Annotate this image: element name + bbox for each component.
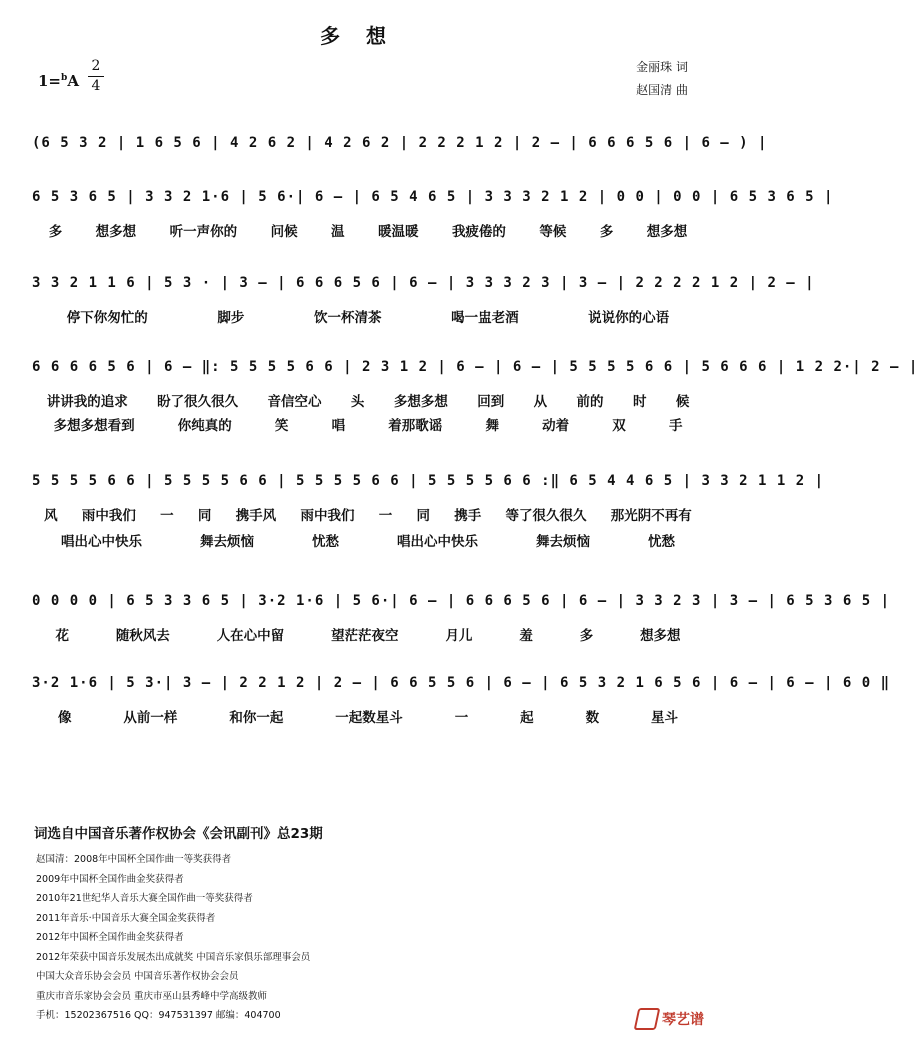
score-row xyxy=(32,590,891,660)
logo-icon xyxy=(634,1008,661,1030)
lyric-word: 舞去烦恼 xyxy=(536,534,590,550)
lyric-word: 从 xyxy=(533,394,548,410)
lyric-word: 多想多想 xyxy=(393,394,448,410)
bio-line: 中国大众音乐协会会员 中国音乐著作权协会会员 xyxy=(36,971,239,982)
lyric-word: 忧愁 xyxy=(648,534,675,550)
source-note: 词选自中国音乐著作权协会《会讯副刊》总23期 xyxy=(34,826,323,842)
score-row xyxy=(32,272,815,342)
lyric-word: 星斗 xyxy=(651,710,679,726)
lyric-word: 说说你的心语 xyxy=(588,310,670,326)
notation-line: 5 5 5 5 6 6 | 5 5 5 5 6 6 | 5 5 5 5 6 6 | 5 5 5 5 6 6 :‖ 6 5 4 4 6 5 | 3 3 2 1 1 2 | xyxy=(32,473,825,489)
lyric-word: 携手风 xyxy=(235,508,277,524)
lyric-word: 一 xyxy=(454,710,469,726)
meter-top: 2 xyxy=(91,58,101,74)
lyric-word: 笑 xyxy=(274,418,289,434)
lyric-word: 像 xyxy=(57,710,72,726)
bio-line: 2012年荣获中国音乐发展杰出成就奖 中国音乐家俱乐部理事会员 xyxy=(36,951,311,963)
lyric-word: 花 xyxy=(55,628,69,644)
key-label: 1= xyxy=(38,72,62,90)
bio-line: 2009年中国杯全国作曲金奖获得者 xyxy=(36,873,184,885)
lyric-word: 一 xyxy=(378,508,393,524)
bio-line: 2010年21世纪华人音乐大赛全国作曲一等奖获得者 xyxy=(36,893,253,904)
notation-line: 6 5 3 6 5 | 3 3 2 1·6 | 5 6·| 6 — | 6 5 4 6 5 | 3 3 3 2 1 2 | 0 0 | 0 0 | 6 5 3 6 5 | xyxy=(32,189,834,205)
lyric-word: 望茫茫夜空 xyxy=(331,628,399,644)
score-row xyxy=(32,186,834,256)
lyric-word: 温 xyxy=(331,224,345,240)
composer: 赵国清 曲 xyxy=(636,83,688,97)
lyric-word: 唱出心中快乐 xyxy=(61,534,142,550)
lyric-word: 双 xyxy=(612,418,626,434)
lyric-word: 我疲倦的 xyxy=(451,224,506,240)
lyric-word: 和你一起 xyxy=(229,710,284,726)
lyric-word: 想多想 xyxy=(640,628,681,644)
bio-line: 2011年音乐·中国音乐大赛全国金奖获得者 xyxy=(36,912,216,924)
notation-line: (6 5 3 2 | 1 6 5 6 | 4 2 6 2 | 4 2 6 2 | 2 2 2 1 2 | 2 — | 6 6 6 5 6 | 6 — ) | xyxy=(32,135,768,151)
credits xyxy=(636,56,688,102)
lyric-word: 从前一样 xyxy=(123,710,178,726)
lyric-word: 盼了很久很久 xyxy=(157,394,239,410)
lyric-word: 一起数星斗 xyxy=(335,710,403,726)
lyric-word: 多 xyxy=(48,224,63,240)
bio-line: 赵国清：2008年中国杯全国作曲一等奖获得者 xyxy=(36,854,232,865)
lyric-word: 回到 xyxy=(477,394,505,410)
lyric-word: 风 xyxy=(44,508,58,524)
lyric-word: 讲讲我的追求 xyxy=(46,394,128,410)
lyric-word: 等了很久很久 xyxy=(505,508,587,524)
lyric-line xyxy=(32,306,704,326)
lyric-word: 听一声你的 xyxy=(169,224,238,240)
lyricist: 金丽珠 词 xyxy=(636,60,688,74)
key-note: A xyxy=(67,72,79,90)
lyric-word: 舞去烦恼 xyxy=(200,534,254,550)
lyric-line xyxy=(32,504,704,524)
lyric-word: 舞 xyxy=(485,418,499,434)
lyric-word: 饮一杯清茶 xyxy=(313,310,382,326)
meter-bottom: 4 xyxy=(91,78,101,94)
meter-divider xyxy=(88,76,104,77)
lyric-word: 喝一盅老酒 xyxy=(451,310,519,326)
bio-line: 2012年中国杯全国作曲金奖获得者 xyxy=(36,932,184,943)
lyric-word: 音信空心 xyxy=(267,394,322,410)
lyric-word: 时 xyxy=(632,394,647,410)
lyric-word: 雨中我们 xyxy=(81,508,136,524)
lyric-word: 暖温暖 xyxy=(377,224,419,240)
composer-bio xyxy=(36,850,310,1026)
lyric-word: 忧愁 xyxy=(312,534,339,550)
lyric-word: 头 xyxy=(350,394,365,410)
key-signature xyxy=(38,72,79,90)
lyric-word: 你纯真的 xyxy=(177,418,232,434)
lyric-word: 羞 xyxy=(519,628,533,644)
lyric-word: 携手 xyxy=(454,508,482,524)
lyric-word: 脚步 xyxy=(217,310,245,326)
lyric-word: 多 xyxy=(579,628,594,644)
lyric-word: 问候 xyxy=(270,224,298,240)
lyric-word: 多想多想看到 xyxy=(53,418,135,434)
lyric-word: 唱 xyxy=(331,418,346,434)
lyric-word: 动着 xyxy=(542,418,570,434)
notation-line: 0 0 0 0 | 6 5 3 3 6 5 | 3·2 1·6 | 5 6·| 6 — | 6 6 6 5 6 | 6 — | 3 3 2 3 | 3 — | 6 5 3 6 5 | xyxy=(32,593,891,609)
lyric-word: 同 xyxy=(197,508,212,524)
time-signature xyxy=(88,58,104,95)
notation-line: 3·2 1·6 | 5 3·| 3 — | 2 2 1 2 | 2 — | 6 6 5 5 6 | 6 — | 6 5 3 2 1 6 5 6 | 6 — | 6 — | 6 0 ‖ xyxy=(32,675,891,691)
lyric-word: 着那歌谣 xyxy=(388,418,443,434)
bio-line: 重庆市音乐家协会会员 重庆市巫山县秀峰中学高级教师 xyxy=(36,990,268,1002)
lyric-word: 手 xyxy=(668,418,683,434)
lyric-word: 停下你匆忙的 xyxy=(66,310,148,326)
lyric-line xyxy=(32,624,704,644)
lyric-word: 数 xyxy=(585,710,600,726)
lyric-line xyxy=(32,220,704,240)
lyric-word: 人在心中留 xyxy=(216,628,285,644)
lyric-word: 起 xyxy=(520,710,534,726)
lyric-word: 雨中我们 xyxy=(300,508,355,524)
lyric-word: 想多想 xyxy=(646,224,688,240)
lyric-line xyxy=(32,706,704,726)
lyric-word: 多 xyxy=(599,224,614,240)
lyric-line xyxy=(32,414,704,434)
lyric-word: 等候 xyxy=(539,224,567,240)
song-title: 多想 xyxy=(320,24,412,48)
lyric-word: 随秋风去 xyxy=(115,628,170,644)
lyric-word: 前的 xyxy=(576,394,604,410)
lyric-word: 想多想 xyxy=(95,224,137,240)
site-logo xyxy=(636,1008,704,1030)
score-row xyxy=(32,672,891,742)
bio-line: 手机：15202367516 QQ：947531397 邮编：404700 xyxy=(36,1010,281,1021)
lyric-word: 同 xyxy=(416,508,430,524)
notation-line: 6 6 6 6 5 6 | 6 — ‖: 5 5 5 5 6 6 | 2 3 1 2 | 6 — | 6 — | 5 5 5 5 6 6 | 5 6 6 6 | 1 2 2·| 2 — | xyxy=(32,359,918,375)
lyric-word: 一 xyxy=(160,508,174,524)
flat-sign: b xyxy=(61,73,68,83)
lyric-line xyxy=(32,390,704,410)
lyric-line xyxy=(32,530,704,550)
lyric-word: 候 xyxy=(675,394,690,410)
lyric-word: 月儿 xyxy=(445,628,473,644)
logo-text: 琴艺谱 xyxy=(662,1012,704,1028)
lyric-word: 唱出心中快乐 xyxy=(397,534,478,550)
lyric-word: 那光阴不再有 xyxy=(610,508,692,524)
notation-line: 3 3 2 1 1 6 | 5 3 · | 3 — | 6 6 6 5 6 | 6 — | 3 3 3 2 3 | 3 — | 2 2 2 2 1 2 | 2 — | xyxy=(32,275,815,291)
